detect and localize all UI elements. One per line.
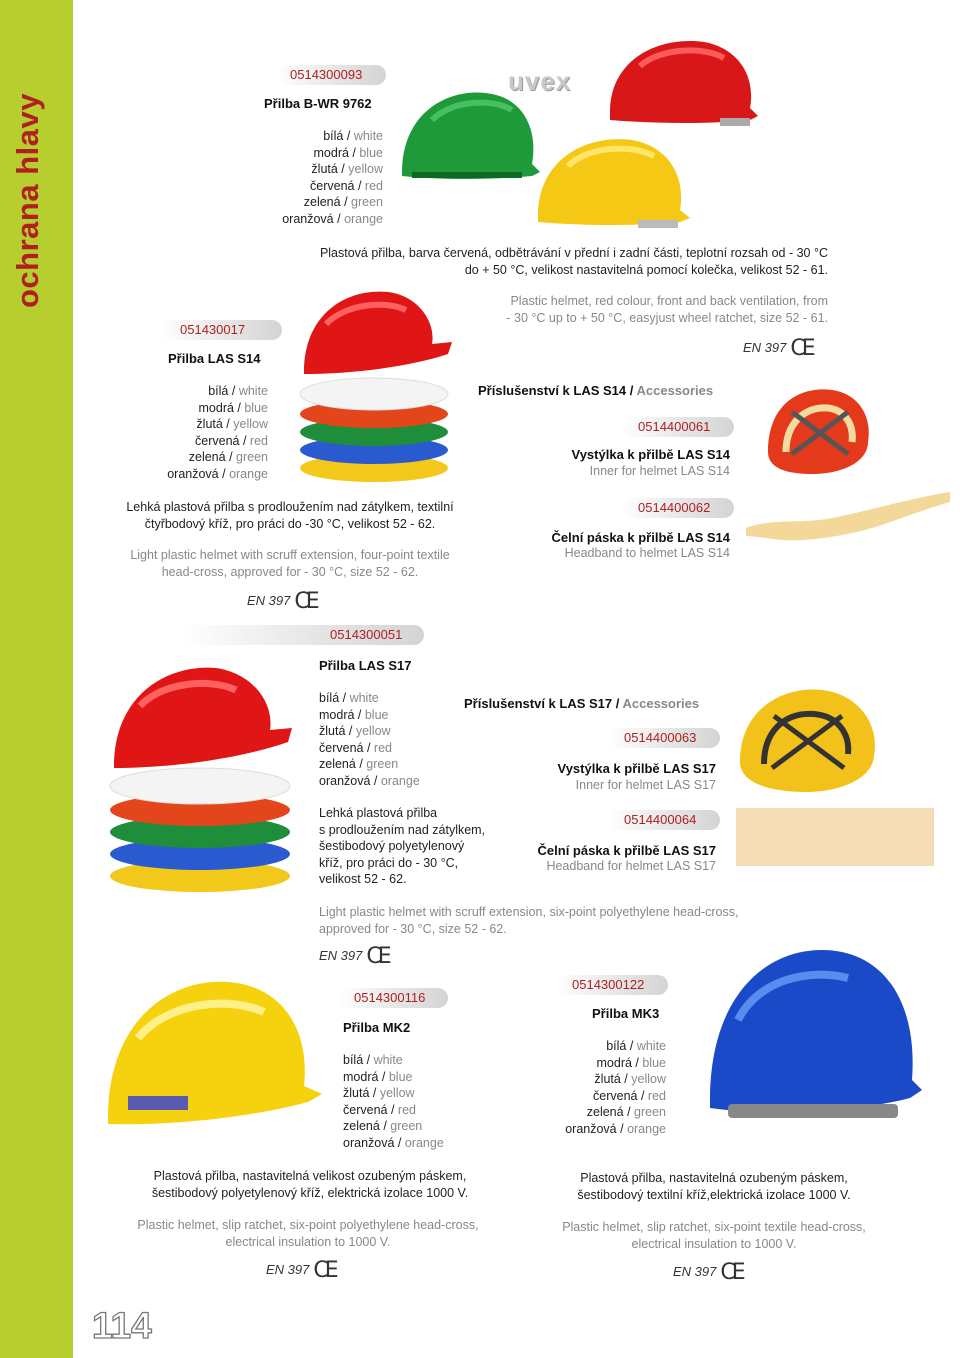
accessories-title xyxy=(464,696,699,711)
description-en-line: Plastic helmet, red colour, front and back ventilation, from xyxy=(510,294,828,308)
color-option: žlutá / yellow xyxy=(311,162,383,176)
color-option: žlutá / yellow xyxy=(594,1072,666,1086)
color-name-en: green xyxy=(634,1105,666,1119)
description-cz xyxy=(544,1170,884,1203)
description-en xyxy=(102,547,478,580)
yellow-helmet-image xyxy=(98,968,328,1146)
color-option: červená / red xyxy=(343,1102,416,1117)
description-en-line: electrical insulation to 1000 V. xyxy=(631,1236,797,1251)
color-option: modrá / blue xyxy=(198,400,268,415)
color-option: modrá / blue xyxy=(343,1069,413,1084)
color-name-cz: bílá xyxy=(606,1039,627,1053)
helmet-stack-image xyxy=(106,660,296,896)
color-name-en: blue xyxy=(388,1069,413,1084)
ce-mark-icon: CE xyxy=(294,589,316,614)
color-name-en: red xyxy=(647,1088,666,1103)
color-name-en: white xyxy=(373,1053,403,1067)
color-option: oranžová / orange xyxy=(282,211,383,226)
accessory-code: 0514400061 xyxy=(638,419,711,434)
color-name-cz: modrá xyxy=(198,400,234,415)
product-name: Přilba MK3 xyxy=(592,1006,660,1021)
norm-label xyxy=(673,1260,742,1285)
product-name: Přilba MK2 xyxy=(343,1020,411,1035)
accessory-name: Vystýlka k přilbě LAS S14 xyxy=(571,447,730,462)
accessory-name-en: Headband for helmet LAS S17 xyxy=(546,859,716,873)
norm-label xyxy=(319,944,388,969)
product-name: Přilba LAS S14 xyxy=(168,351,261,366)
color-name-en: orange xyxy=(344,211,383,226)
color-option: modrá / blue xyxy=(596,1055,666,1070)
color-name-cz: modrá xyxy=(343,1069,379,1084)
color-name-en: orange xyxy=(627,1121,666,1136)
description-en-line: Light plastic helmet with scruff extension, six-point polyethylene head-cross, xyxy=(319,905,739,919)
color-name-en: orange xyxy=(380,773,420,788)
accessory-code-badge xyxy=(608,728,720,748)
color-name-cz: oranžová xyxy=(167,466,219,481)
description-cz-line: Plastová přilba, nastavitelná ozubeným páskem, xyxy=(580,1171,848,1185)
color-name-cz: červená xyxy=(310,178,355,193)
description-en-line: electrical insulation to 1000 V. xyxy=(225,1234,391,1249)
description-en xyxy=(470,293,828,326)
description-en-line: approved for - 30 °C, size 52 - 62. xyxy=(319,921,507,936)
description-cz-line: kříž, pro práci do - 30 °C, xyxy=(319,855,459,870)
color-option: oranžová / orange xyxy=(319,773,420,788)
color-name-cz: modrá xyxy=(596,1055,632,1070)
color-name-en: red xyxy=(373,740,392,755)
color-name-en: red xyxy=(364,178,383,193)
color-name-cz: oranžová xyxy=(282,211,334,226)
product-name: Přilba LAS S17 xyxy=(319,658,412,673)
color-name-cz: oranžová xyxy=(319,773,371,788)
color-name-en: white xyxy=(349,691,379,705)
color-list xyxy=(343,1052,493,1151)
color-option: červená / red xyxy=(310,178,383,193)
color-name-cz: zelená xyxy=(319,757,356,771)
norm-label xyxy=(247,589,316,614)
blue-helmet-image xyxy=(698,940,928,1140)
ce-mark-icon: CE xyxy=(720,1260,742,1285)
color-option: žlutá / yellow xyxy=(196,417,268,431)
description-en-line: Plastic helmet, slip ratchet, six-point textile head-cross, xyxy=(562,1220,866,1234)
red-helmet-image xyxy=(600,32,760,132)
product-code-badge xyxy=(276,65,386,85)
description-en-line: head-cross, approved for - 30 °C, size 52 - 62. xyxy=(161,564,419,579)
product-code: 0514300093 xyxy=(290,67,363,82)
page-number: 114 xyxy=(92,1305,152,1346)
yellow-helmet-image xyxy=(528,128,693,233)
product-code-badge xyxy=(160,320,282,340)
color-name-en: green xyxy=(236,450,268,464)
color-option: červená / red xyxy=(319,740,392,755)
description-cz xyxy=(102,499,478,532)
helmet-inner-image xyxy=(734,682,884,794)
color-name-en: orange xyxy=(229,466,268,481)
color-option: červená / red xyxy=(593,1088,666,1103)
product-code-badge xyxy=(338,988,448,1008)
description-cz-line: s prodloužením nad zátylkem, xyxy=(319,822,486,837)
norm-text: EN 397 xyxy=(673,1264,717,1279)
description-cz-line: šestibodový polyetylenový kříž, elektrická izolace 1000 V. xyxy=(151,1185,469,1200)
color-name-en: yellow xyxy=(355,724,391,738)
color-name-en: yellow xyxy=(631,1072,666,1086)
color-option: bílá / white xyxy=(606,1039,666,1053)
color-name-en: blue xyxy=(364,707,389,722)
color-name-cz: žlutá xyxy=(343,1086,370,1100)
description-cz-line: do + 50 °C, velikost nastavitelná pomocí kolečka, velikost 52 - 61. xyxy=(464,262,828,277)
description-cz-line: čtyřbodový kříž, pro práci do -30 °C, velikost 52 - 62. xyxy=(144,516,436,531)
description-cz-line: šestibodový polyetylenový xyxy=(319,839,465,853)
color-name-cz: oranžová xyxy=(565,1121,617,1136)
color-name-en: blue xyxy=(642,1055,666,1070)
accessory-name: Vystýlka k přilbě LAS S17 xyxy=(557,761,716,776)
color-name-cz: červená xyxy=(343,1102,388,1117)
color-option: modrá / blue xyxy=(313,145,383,160)
color-name-cz: zelená xyxy=(343,1119,380,1133)
norm-text: EN 397 xyxy=(266,1262,310,1277)
color-option: žlutá / yellow xyxy=(319,724,391,738)
color-option: žlutá / yellow xyxy=(343,1086,415,1100)
ce-mark-icon: CE xyxy=(790,336,812,361)
norm-label xyxy=(743,336,812,361)
green-helmet-image xyxy=(392,80,542,188)
description-en xyxy=(544,1219,884,1252)
description-cz xyxy=(110,1168,510,1201)
color-name-cz: žlutá xyxy=(311,162,338,176)
sidebar xyxy=(0,0,73,1358)
color-name-cz: žlutá xyxy=(196,417,223,431)
color-name-cz: bílá xyxy=(323,129,344,143)
product-code: 0514300051 xyxy=(330,627,403,642)
accessory-name: Čelní páska k přilbě LAS S14 xyxy=(551,530,730,545)
product-code-badge xyxy=(556,975,668,995)
color-option: oranžová / orange xyxy=(167,466,268,481)
color-name-cz: žlutá xyxy=(594,1072,621,1086)
description-cz-line: Lehká plastová přilba s prodloužením nad zátylkem, textilní xyxy=(126,500,454,514)
color-option: zelená / green xyxy=(319,757,399,771)
accessories-title-en: Accessories xyxy=(636,383,714,398)
color-name-en: red xyxy=(397,1102,416,1117)
color-name-cz: zelená xyxy=(188,450,226,464)
helmet-stack-image xyxy=(296,284,456,484)
color-name-cz: bílá xyxy=(208,384,229,398)
accessories-title-en: Accessories xyxy=(622,696,700,711)
color-name-cz: bílá xyxy=(343,1053,364,1067)
accessory-name: Čelní páska k přilbě LAS S17 xyxy=(537,843,716,858)
headband-image xyxy=(734,806,936,868)
description-cz-line: Plastová přilba, barva červená, odbětrávání v přední i zadní části, teplotní rozsah od - 30 °C xyxy=(319,246,828,260)
description-cz-line: Plastová přilba, nastavitelná velikost ozubeným páskem, xyxy=(153,1169,467,1183)
color-option: zelená / green xyxy=(188,450,268,464)
color-list xyxy=(120,383,268,482)
color-name-cz: červená xyxy=(593,1088,638,1103)
product-name: Přilba B-WR 9762 xyxy=(264,96,372,111)
color-name-cz: červená xyxy=(319,740,364,755)
description-cz-line: velikost 52 - 62. xyxy=(319,872,407,886)
color-name-en: green xyxy=(390,1119,423,1133)
ce-mark-icon: CE xyxy=(366,944,388,969)
color-name-en: orange xyxy=(404,1135,444,1150)
accessory-code: 0514400063 xyxy=(624,730,697,745)
color-name-cz: žlutá xyxy=(319,724,346,738)
product-code: 0514300116 xyxy=(354,990,426,1005)
color-option: zelená / green xyxy=(343,1119,423,1133)
color-name-en: white xyxy=(353,129,383,143)
accessory-code-badge xyxy=(622,417,734,437)
description-en xyxy=(108,1217,508,1250)
brand-logo: uvex xyxy=(508,66,572,96)
color-name-cz: zelená xyxy=(303,195,341,209)
accessory-code: 0514400064 xyxy=(624,812,697,827)
color-name-cz: zelená xyxy=(586,1105,624,1119)
color-option: oranžová / orange xyxy=(343,1135,444,1150)
color-name-en: yellow xyxy=(379,1086,415,1100)
description-cz xyxy=(280,245,840,278)
section-title: ochrana hlavy xyxy=(10,93,45,308)
color-option: zelená / green xyxy=(586,1105,666,1119)
color-name-cz: červená xyxy=(195,433,240,448)
accessory-name-en: Headband to helmet LAS S14 xyxy=(564,546,730,560)
color-list xyxy=(240,128,383,227)
color-name-cz: bílá xyxy=(319,691,340,705)
accessory-code: 0514400062 xyxy=(638,500,711,515)
description-cz-line: Lehká plastová přilba xyxy=(319,806,438,820)
product-code: 051430017 xyxy=(180,322,246,337)
description-en-line: Light plastic helmet with scruff extension, four-point textile xyxy=(130,548,450,562)
color-name-en: yellow xyxy=(233,417,268,431)
color-name-cz: modrá xyxy=(319,707,355,722)
color-name-en: green xyxy=(366,757,399,771)
description-en xyxy=(319,904,819,937)
color-option: bílá / white xyxy=(343,1053,403,1067)
color-option: bílá / white xyxy=(208,384,268,398)
color-option: červená / red xyxy=(195,433,268,448)
color-name-en: blue xyxy=(244,400,268,415)
norm-label xyxy=(266,1258,335,1283)
description-en-line: Plastic helmet, slip ratchet, six-point polyethylene head-cross, xyxy=(137,1218,479,1232)
norm-text: EN 397 xyxy=(319,948,363,963)
color-option: oranžová / orange xyxy=(565,1121,666,1136)
color-option: bílá / white xyxy=(319,691,379,705)
color-list xyxy=(319,690,469,789)
description-en-line: - 30 °C up to + 50 °C, easyjust wheel ratchet, size 52 - 61. xyxy=(506,310,828,325)
description-cz-line: šestibodový textilní kříž,elektrická izolace 1000 V. xyxy=(577,1187,851,1202)
product-code: 0514300122 xyxy=(572,977,645,992)
color-name-en: white xyxy=(238,384,268,398)
accessory-name-en: Inner for helmet LAS S17 xyxy=(575,778,716,792)
color-option: zelená / green xyxy=(303,195,383,209)
color-option: bílá / white xyxy=(323,129,383,143)
color-name-cz: modrá xyxy=(313,145,349,160)
accessory-name-en: Inner for helmet LAS S14 xyxy=(589,464,730,478)
color-name-en: blue xyxy=(359,145,383,160)
product-code-badge xyxy=(180,625,424,645)
accessories-title-cz: Příslušenství k LAS S14 / xyxy=(478,383,637,398)
color-name-en: yellow xyxy=(348,162,383,176)
norm-text: EN 397 xyxy=(247,593,291,608)
description-cz xyxy=(319,805,519,888)
ce-mark-icon: CE xyxy=(313,1258,335,1283)
accessories-title xyxy=(478,383,713,398)
accessory-code-badge xyxy=(608,810,720,830)
headband-image xyxy=(742,488,954,546)
color-list xyxy=(520,1038,666,1137)
color-name-cz: oranžová xyxy=(343,1135,395,1150)
accessory-code-badge xyxy=(622,498,734,518)
color-name-en: red xyxy=(249,433,268,448)
accessories-title-cz: Příslušenství k LAS S17 / xyxy=(464,696,623,711)
norm-text: EN 397 xyxy=(743,340,787,355)
helmet-inner-image xyxy=(762,382,874,476)
color-name-en: white xyxy=(636,1039,666,1053)
color-name-en: green xyxy=(351,195,383,209)
color-option: modrá / blue xyxy=(319,707,389,722)
